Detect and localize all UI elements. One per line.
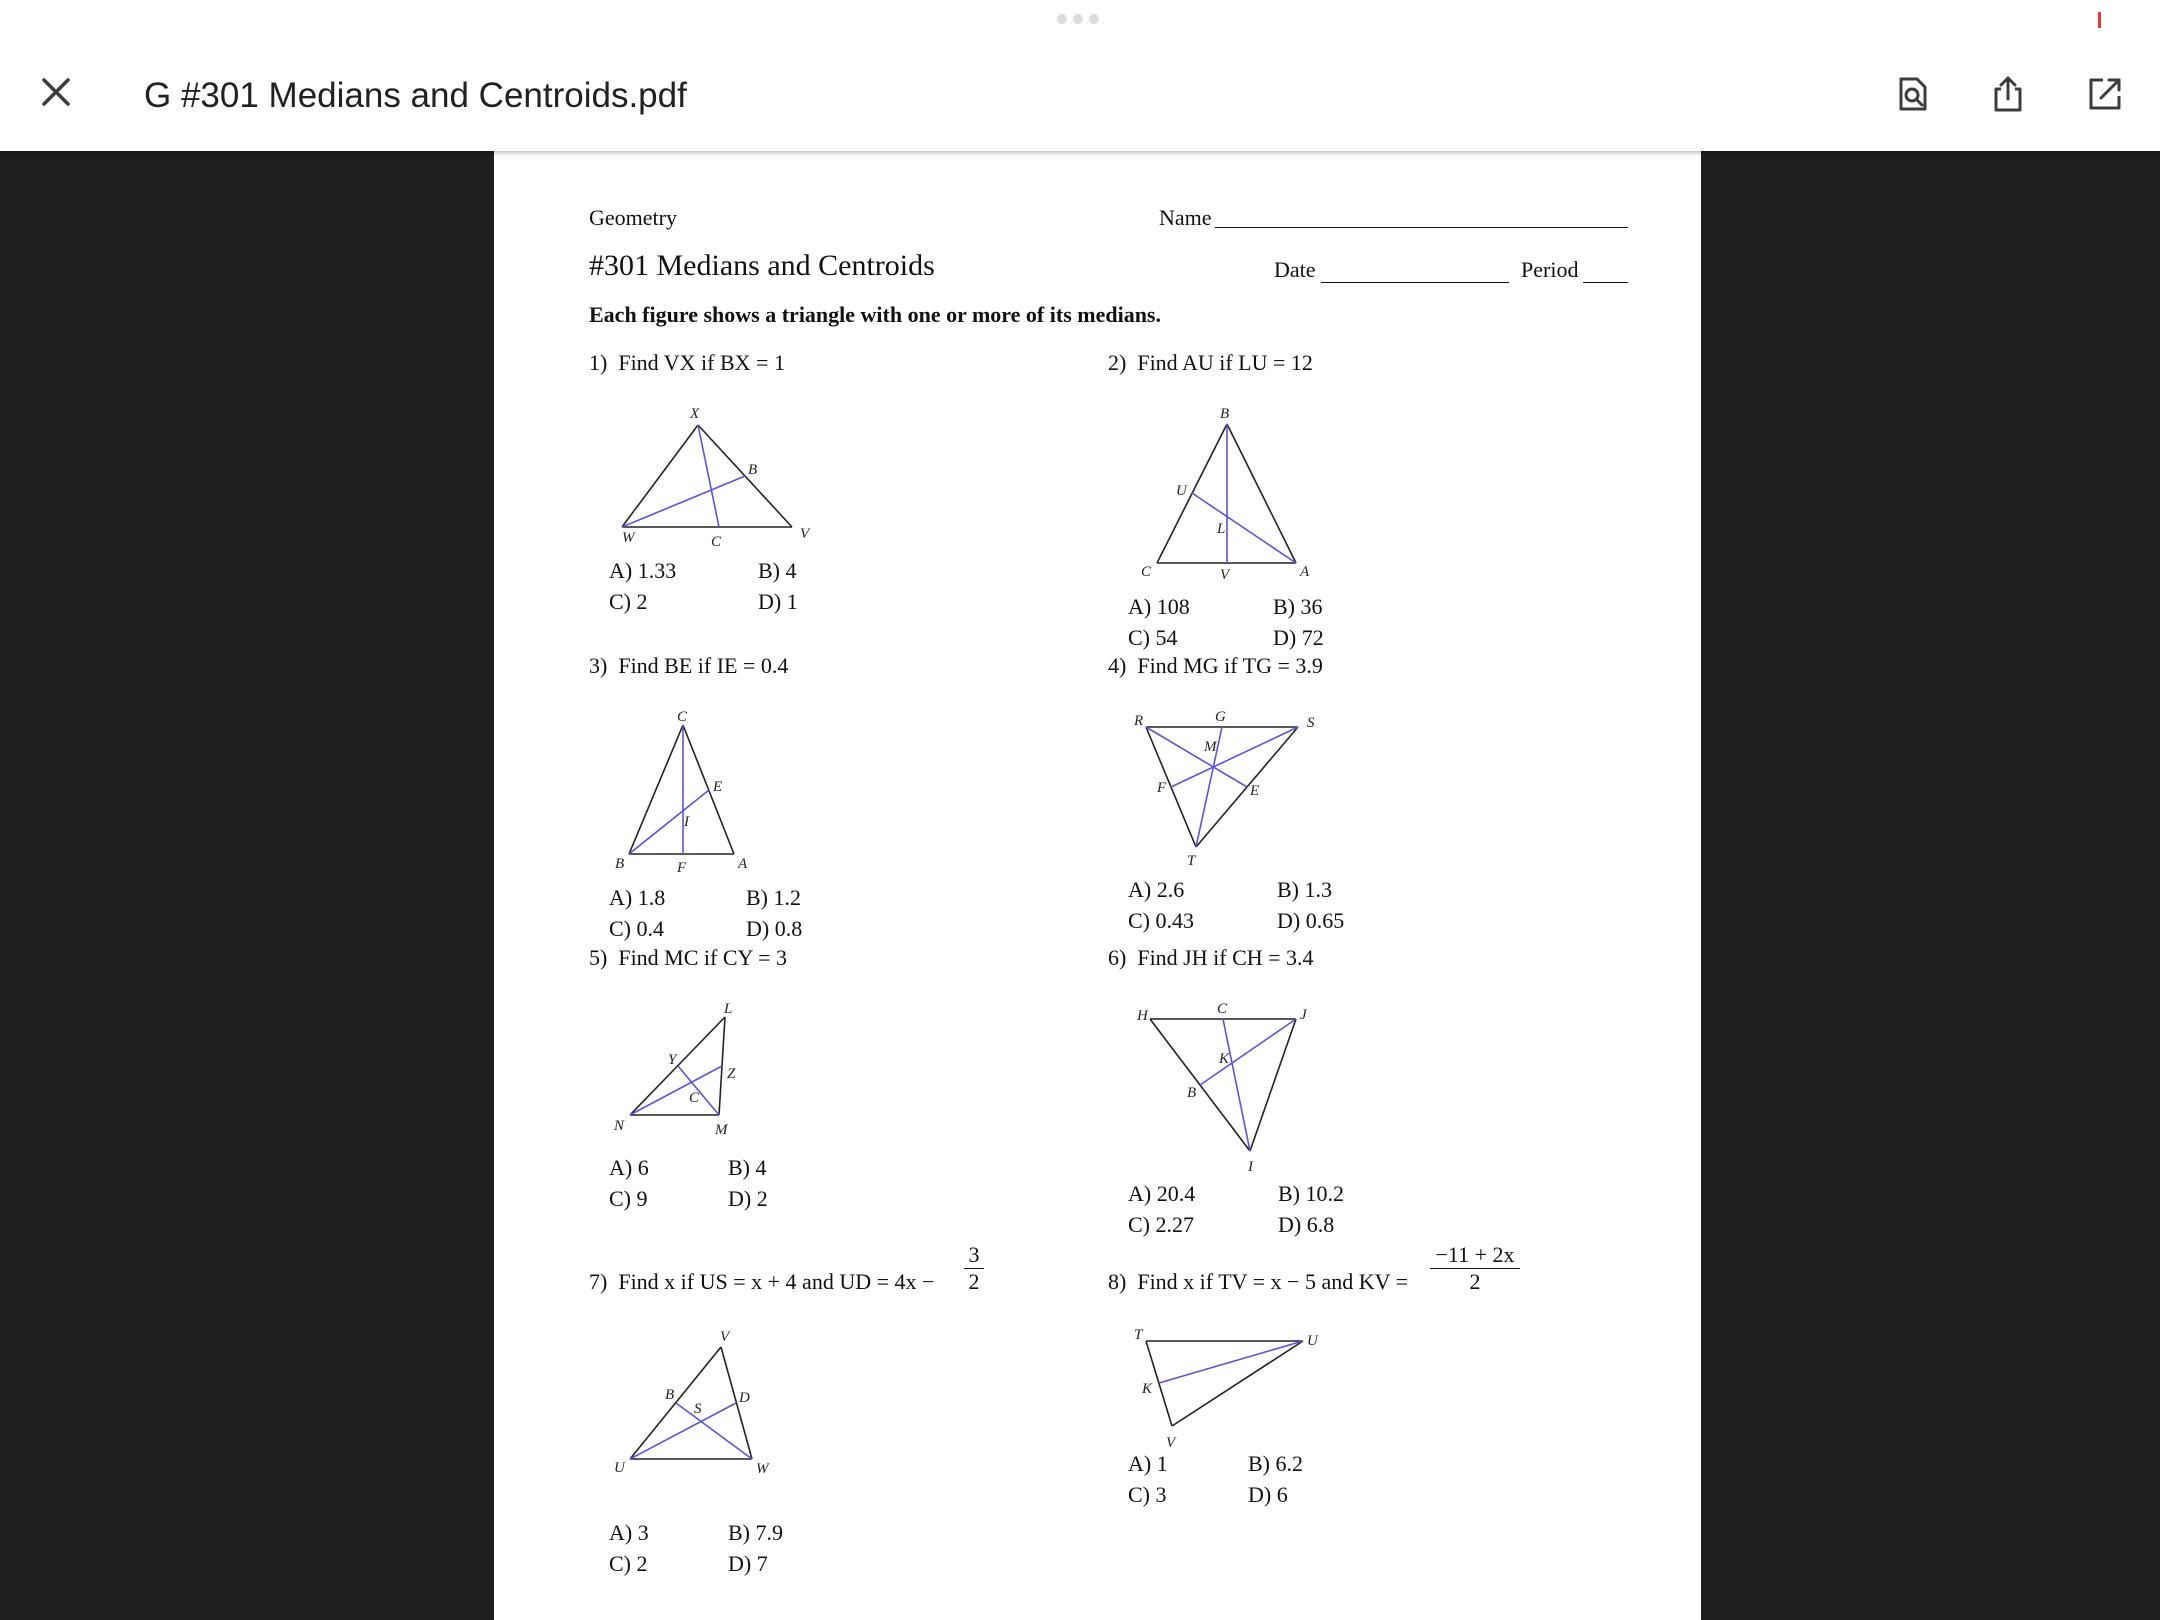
label-b: B — [1220, 406, 1230, 422]
problem-2-choice-d[interactable]: D) 72 — [1273, 625, 1324, 650]
document-title: G #301 Medians and Centroids.pdf — [144, 76, 687, 115]
label-b: B — [748, 462, 758, 478]
problem-4-choice-c[interactable]: C) 0.43 — [1128, 908, 1194, 933]
label-u: U — [1176, 483, 1187, 499]
label-i: I — [1248, 1159, 1253, 1175]
label-m: M — [1204, 739, 1217, 755]
label-z: Z — [727, 1066, 736, 1082]
label-k: K — [1219, 1051, 1230, 1067]
label-f: F — [677, 860, 687, 876]
problem-1-choice-b[interactable]: B) 4 — [758, 558, 797, 583]
problem-3-choice-a[interactable]: A) 1.8 — [609, 885, 666, 910]
label-b: B — [615, 856, 625, 872]
worksheet-title: #301 Medians and Centroids — [589, 249, 935, 282]
problem-2-choice-c[interactable]: C) 54 — [1128, 625, 1178, 650]
label-g: G — [1215, 709, 1226, 725]
problem-6-prompt: 6) Find JH if CH = 3.4 — [1108, 945, 1314, 970]
label-h: H — [1137, 1008, 1148, 1024]
problem-5-figure — [574, 991, 794, 1151]
problem-2-figure — [994, 401, 1310, 601]
label-a: A — [738, 856, 748, 872]
problem-8-prompt: 8) Find x if TV = x − 5 and KV = — [1108, 1269, 1409, 1294]
label-w: W — [622, 530, 635, 546]
label-e: E — [713, 779, 723, 795]
problem-8-choice-b[interactable]: B) 6.2 — [1248, 1451, 1303, 1476]
label-v: V — [1166, 1435, 1176, 1451]
label-c: C — [1217, 1001, 1228, 1017]
viewer-toolbar — [0, 0, 2160, 151]
problem-6-choice-b[interactable]: B) 10.2 — [1278, 1181, 1344, 1206]
label-v: V — [800, 526, 810, 542]
problem-7-choice-c[interactable]: C) 2 — [609, 1551, 648, 1576]
problem-3-choice-b[interactable]: B) 1.2 — [746, 885, 801, 910]
date-label: Date — [1274, 257, 1316, 282]
label-a: A — [1300, 564, 1310, 580]
label-c: C — [677, 709, 688, 725]
label-t: T — [1134, 1327, 1143, 1343]
problem-7-choice-d[interactable]: D) 7 — [728, 1551, 768, 1576]
problem-1-figure — [494, 151, 894, 571]
label-c: C — [1141, 564, 1152, 580]
problem-5-choice-c[interactable]: C) 9 — [609, 1186, 648, 1211]
label-f: F — [1157, 780, 1167, 796]
label-n: N — [614, 1118, 625, 1134]
problem-6-choice-a[interactable]: A) 20.4 — [1128, 1181, 1196, 1206]
label-k: K — [1142, 1381, 1153, 1397]
name-blank — [1215, 227, 1628, 228]
problem-4-choice-b[interactable]: B) 1.3 — [1277, 877, 1332, 902]
problem-1-choice-c[interactable]: C) 2 — [609, 589, 648, 614]
name-label: Name — [1159, 205, 1212, 230]
problem-2-choice-a[interactable]: A) 108 — [1128, 594, 1190, 619]
period-label: Period — [1521, 257, 1579, 282]
problem-3-choice-c[interactable]: C) 0.4 — [609, 916, 664, 941]
problem-7-prompt: 7) Find x if US = x + 4 and UD = 4x − — [589, 1269, 935, 1294]
label-s: S — [1307, 715, 1315, 731]
label-u: U — [614, 1460, 625, 1476]
label-u: U — [1307, 1333, 1318, 1349]
problem-4-prompt: 4) Find MG if TG = 3.9 — [1108, 653, 1323, 678]
problem-1-choice-d[interactable]: D) 1 — [758, 589, 798, 614]
problem-7-figure — [574, 1321, 794, 1491]
problem-5-prompt: 5) Find MC if CY = 3 — [589, 945, 788, 970]
share-icon[interactable] — [1988, 74, 2028, 114]
date-blank — [1321, 282, 1509, 283]
label-w: W — [756, 1461, 769, 1477]
label-d: D — [739, 1390, 750, 1406]
label-r: R — [1134, 713, 1144, 729]
problem-7-fraction: 3 2 — [964, 1244, 984, 1293]
problem-6-choice-d[interactable]: D) 6.8 — [1278, 1212, 1335, 1237]
label-l: L — [724, 1001, 733, 1017]
label-e: E — [1250, 783, 1260, 799]
problem-3-figure — [574, 711, 774, 891]
problem-6-figure — [1114, 991, 1414, 1191]
problem-5-choice-b[interactable]: B) 4 — [728, 1155, 767, 1180]
subject-label: Geometry — [589, 205, 677, 230]
label-c: C — [689, 1090, 700, 1106]
label-x: X — [690, 406, 700, 422]
problem-5-choice-d[interactable]: D) 2 — [728, 1186, 768, 1211]
instructions: Each figure shows a triangle with one or more of its medians. — [589, 302, 1161, 327]
label-v: V — [720, 1329, 730, 1345]
problem-5-choice-a[interactable]: A) 6 — [609, 1155, 649, 1180]
close-icon[interactable] — [36, 72, 76, 112]
problem-8-fraction: −11 + 2x 2 — [1430, 1244, 1520, 1293]
label-b: B — [1187, 1085, 1197, 1101]
label-l: L — [1217, 521, 1226, 537]
problem-4-choice-d[interactable]: D) 0.65 — [1277, 908, 1345, 933]
problem-8-choice-c[interactable]: C) 3 — [1128, 1482, 1167, 1507]
label-y: Y — [668, 1052, 677, 1068]
open-external-icon[interactable] — [2085, 74, 2125, 114]
pdf-page[interactable] — [494, 151, 1701, 1620]
problem-3-prompt: 3) Find BE if IE = 0.4 — [589, 653, 789, 678]
label-t: T — [1187, 853, 1196, 869]
find-in-page-icon[interactable] — [1892, 74, 1932, 114]
recording-indicator — [2098, 12, 2101, 28]
problem-3-choice-d[interactable]: D) 0.8 — [746, 916, 803, 941]
problem-4-choice-a[interactable]: A) 2.6 — [1128, 877, 1185, 902]
label-v: V — [1220, 567, 1230, 583]
problem-2-prompt: 2) Find AU if LU = 12 — [1108, 350, 1313, 375]
label-i: I — [684, 814, 689, 830]
problem-7-choice-a[interactable]: A) 3 — [609, 1520, 649, 1545]
problem-1-choice-a[interactable]: A) 1.33 — [609, 558, 677, 583]
problem-2-choice-b[interactable]: B) 36 — [1273, 594, 1323, 619]
problem-1-prompt: 1) Find VX if BX = 1 — [589, 350, 785, 375]
label-m: M — [715, 1122, 728, 1138]
problem-8-choice-a[interactable]: A) 1 — [1128, 1451, 1168, 1476]
period-blank — [1583, 282, 1628, 283]
problem-6-choice-c[interactable]: C) 2.27 — [1128, 1212, 1194, 1237]
label-b: B — [665, 1387, 675, 1403]
problem-7-choice-b[interactable]: B) 7.9 — [728, 1520, 783, 1545]
label-c: C — [711, 534, 722, 550]
label-j: J — [1300, 1007, 1307, 1023]
problem-8-choice-d[interactable]: D) 6 — [1248, 1482, 1288, 1507]
drag-handle-icon[interactable] — [1057, 14, 1107, 24]
label-s: S — [694, 1401, 702, 1417]
